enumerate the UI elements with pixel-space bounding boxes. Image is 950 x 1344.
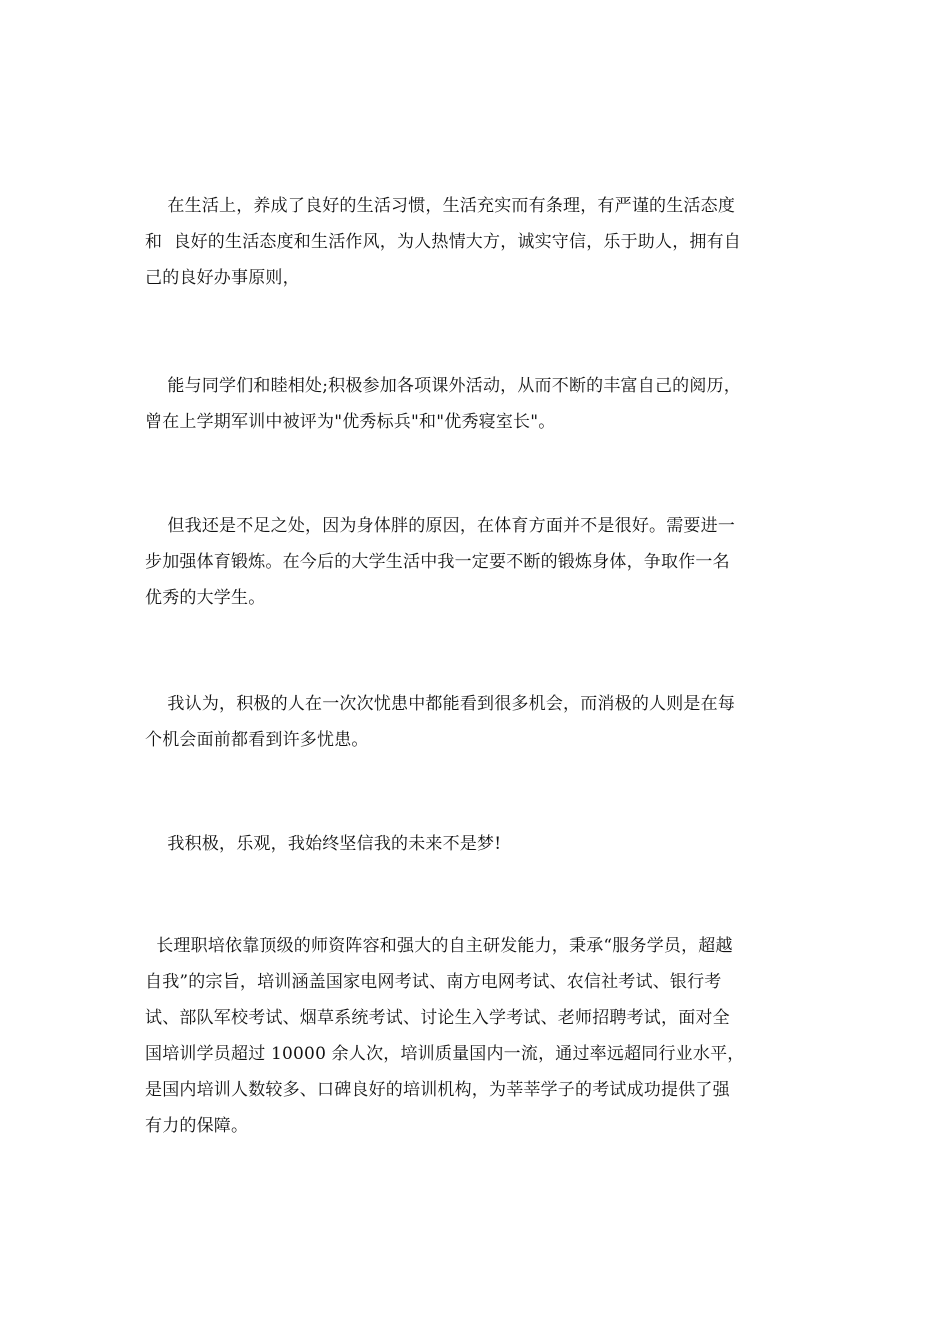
paragraph-line: 在生活上，养成了良好的生活习惯，生活充实而有条理，有严谨的生活态度 [145,196,736,216]
paragraph-line: 个机会面前都看到许多忧患。 [145,730,369,750]
paragraph-line: 国培训学员超过 10000 余人次，培训质量国内一流，通过率远超同行业水平， [145,1044,745,1064]
paragraph-shortcomings [145,508,810,616]
paragraph-line: 试、部队军校考试、烟草系统考试、讨论生入学考试、老师招聘考试，面对全 [145,1008,730,1028]
paragraph-life-habits [145,188,810,296]
paragraph-line: 优秀的大学生。 [145,588,266,608]
paragraph-line: 我认为，积极的人在一次次忧患中都能看到很多机会，而消极的人则是在每 [145,694,736,714]
paragraph-line: 自我”的宗旨，培训涵盖国家电网考试、南方电网考试、农信社考试、银行考 [145,972,722,992]
paragraph-line: 但我还是不足之处，因为身体胖的原因，在体育方面并不是很好。需要进一 [145,516,736,536]
paragraph-line: 我积极，乐观，我始终坚信我的未来不是梦! [145,834,502,854]
paragraph-line: 己的良好办事原则， [145,268,300,288]
paragraph-positive-attitude [145,686,810,758]
paragraph-line: 能与同学们和睦相处;积极参加各项课外活动，从而不断的丰富自己的阅历， [145,376,741,396]
paragraph-classmates [145,368,810,440]
paragraph-line: 长理职培依靠顶级的师资阵容和强大的自主研发能力，秉承“服务学员，超越 [145,936,733,956]
paragraph-line: 曾在上学期军训中被评为"优秀标兵"和"优秀寝室长"。 [145,412,556,432]
paragraph-training-ad [145,928,810,1144]
paragraph-line: 和 良好的生活态度和生活作风，为人热情大方，诚实守信，乐于助人，拥有自 [145,232,742,252]
paragraph-line: 有力的保障。 [145,1116,249,1136]
paragraph-optimism [145,826,810,862]
paragraph-line: 步加强体育锻炼。在今后的大学生活中我一定要不断的锻炼身体，争取作一名 [145,552,730,572]
paragraph-line: 是国内培训人数较多、口碑良好的培训机构，为莘莘学子的考试成功提供了强 [145,1080,730,1100]
